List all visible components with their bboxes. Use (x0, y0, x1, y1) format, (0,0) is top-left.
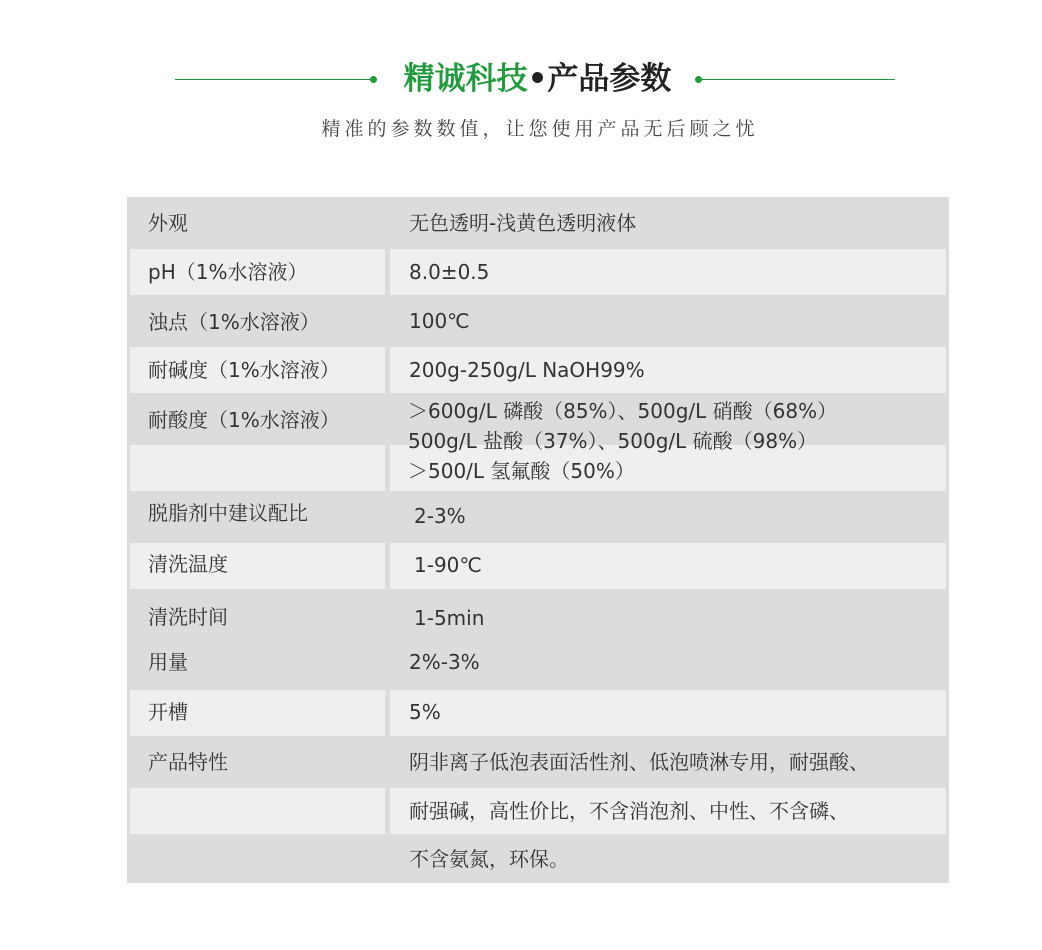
brand-name: 精诚科技 (403, 61, 528, 97)
param-value: ＞600g/L 磷酸（85%）、500g/L 硝酸（68%） (408, 399, 838, 423)
param-value-cell (390, 739, 946, 785)
param-name: 产品特性 (148, 750, 228, 774)
table-row (130, 494, 946, 540)
param-name: pH（1%水溶液） (148, 260, 308, 284)
param-name-cell (130, 347, 385, 393)
table-row (130, 641, 946, 687)
header-right-line (702, 79, 895, 80)
table-row (130, 690, 946, 736)
param-value-cell (390, 347, 946, 393)
param-value: 2-3% (414, 504, 466, 528)
table-row (130, 298, 946, 344)
param-name: 清洗温度 (148, 552, 228, 576)
table-row (130, 788, 946, 834)
page-title (385, 55, 690, 103)
param-name-cell (130, 494, 385, 540)
param-value-cell (390, 837, 946, 880)
param-value: 耐强碱，高性价比，不含消泡剂、中性、不含磷、 (409, 799, 849, 823)
param-name: 清洗时间 (148, 605, 228, 629)
param-value-cell (390, 543, 946, 589)
param-name: 开槽 (148, 700, 188, 724)
param-name-cell (130, 788, 385, 834)
param-value: 200g-250g/L NaOH99% (409, 358, 645, 382)
title-text: •产品参数 (527, 61, 672, 97)
param-value: 8.0±0.5 (409, 260, 490, 284)
param-name-cell (130, 298, 385, 344)
param-name: 耐碱度（1%水溶液） (148, 358, 340, 382)
param-value-cell (390, 494, 946, 540)
param-name: 耐酸度（1%水溶液） (148, 408, 340, 432)
table-row (130, 200, 946, 246)
table-row (130, 739, 946, 785)
param-value: 2%-3% (409, 650, 480, 674)
param-value: 不含氨氮，环保。 (409, 847, 569, 871)
param-value-cell (390, 200, 946, 246)
param-name: 脱脂剂中建议配比 (148, 501, 308, 525)
param-value-cell (390, 690, 946, 736)
param-name: 用量 (148, 650, 188, 674)
param-value-cell (390, 298, 946, 344)
table-row (130, 347, 946, 393)
param-value: 100℃ (409, 309, 470, 333)
param-value: 阴非离子低泡表面活性剂、低泡喷淋专用，耐强酸、 (409, 750, 869, 774)
param-value: 1-90℃ (414, 553, 482, 577)
param-value-cell (390, 641, 946, 687)
param-name-cell (130, 396, 385, 442)
header-left-line (175, 79, 370, 80)
subtitle: 精准的参数数值，让您使用产品无后顾之忧 (321, 118, 759, 140)
param-name: 外观 (148, 211, 188, 235)
param-name-cell (130, 641, 385, 687)
section-header (0, 55, 1042, 105)
header-right-dot (695, 76, 702, 83)
param-name-cell (130, 837, 385, 880)
param-name-cell (130, 690, 385, 736)
param-name-cell (130, 543, 385, 589)
param-value-cell (390, 592, 946, 638)
param-value-cell (390, 788, 946, 834)
param-name-cell (130, 200, 385, 246)
param-value: ＞500/L 氢氟酸（50%） (408, 459, 635, 483)
param-name-cell (130, 739, 385, 785)
param-value: 1-5min (414, 606, 485, 630)
table-row (130, 837, 946, 880)
param-name-cell (130, 249, 385, 295)
table-row (130, 543, 946, 589)
param-value: 5% (409, 700, 441, 724)
table-row (130, 249, 946, 295)
header-left-dot (370, 76, 377, 83)
param-name-cell (130, 445, 385, 491)
param-value-cell (390, 249, 946, 295)
param-value: 500g/L 盐酸（37%）、500g/L 硫酸（98%） (408, 429, 818, 453)
table-row (130, 592, 946, 638)
param-name-cell (130, 592, 385, 638)
parameter-table (127, 197, 949, 883)
param-name: 浊点（1%水溶液） (148, 310, 320, 334)
param-value: 无色透明-浅黄色透明液体 (409, 211, 637, 235)
